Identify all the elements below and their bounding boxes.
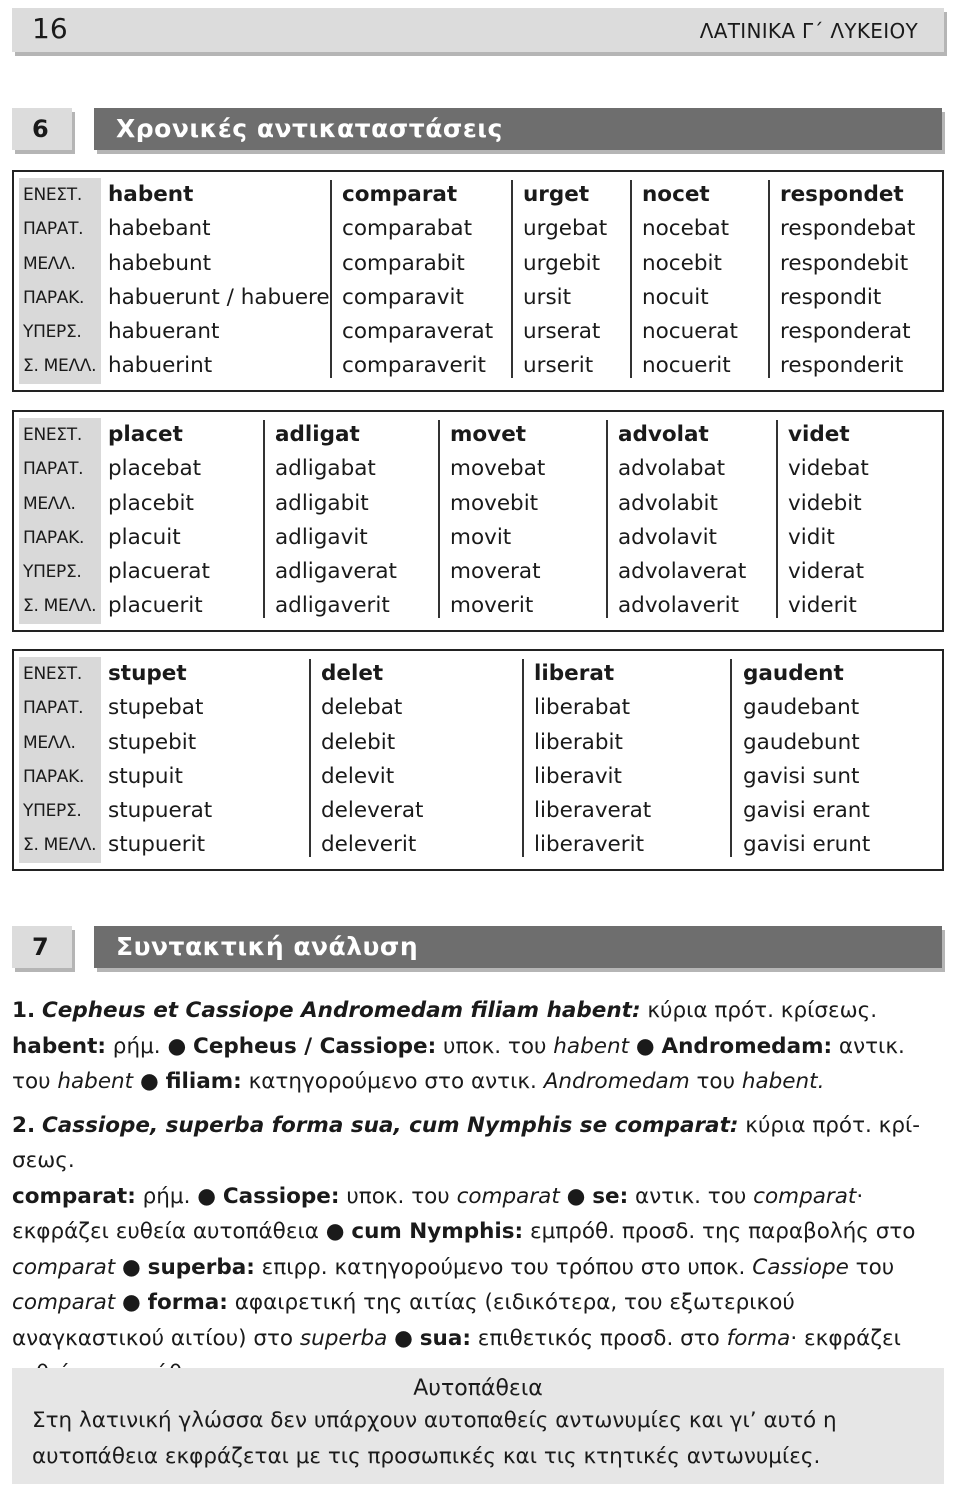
- section-6-title: Χρονικές αντικαταστάσεις: [94, 108, 942, 150]
- analysis-desc: ρήμ.: [135, 1183, 198, 1209]
- analysis-term: cum Nymphis:: [351, 1219, 524, 1244]
- verb-cell: habuerunt / habuere: [108, 284, 330, 310]
- analysis-desc: αντικ. του: [12, 1033, 905, 1094]
- verb-cell: placet: [108, 422, 183, 447]
- page-number: 16: [32, 12, 68, 45]
- verb-cell: viderat: [788, 559, 865, 585]
- tense-label: ΕΝΕΣΤ.: [23, 664, 82, 684]
- analysis-term: Andromedam:: [661, 1033, 833, 1059]
- bullet-icon: ●: [167, 1033, 187, 1059]
- verb-column: [342, 178, 493, 384]
- analysis-ref: comparat: [12, 1290, 116, 1315]
- verb-cell: nocuit: [642, 284, 709, 310]
- verb-cell: advolaverit: [618, 593, 740, 619]
- column-divider: [330, 180, 332, 378]
- note-text: Στη λατινική γλώσσα δεν υπάρχουν αυτοπαθείς αντωνυμίες και γι’ αυτό η αυτοπάθεια εκφράζεται με τις προσωπικές και τις κτητικές αντωνυμίες.: [32, 1408, 837, 1469]
- analysis-term: habent:: [12, 1033, 106, 1059]
- verb-cell: comparaverat: [342, 319, 494, 345]
- column-divider: [522, 659, 524, 857]
- conjugation-table-1: [12, 170, 944, 392]
- verb-cell: urserit: [523, 353, 594, 379]
- section-7-number: 7: [12, 926, 72, 968]
- verb-cell: liberabat: [534, 695, 631, 721]
- analysis-item-2-details: [12, 1179, 946, 1392]
- verb-cell: adligaverit: [275, 593, 390, 619]
- verb-cell: deleverit: [321, 832, 417, 858]
- analysis-ref: comparat: [753, 1183, 857, 1209]
- analysis-desc: κατηγορούμενο στο αντικ.: [241, 1069, 544, 1094]
- bullet-icon: ●: [122, 1290, 141, 1315]
- analysis-ref: habent: [553, 1033, 630, 1059]
- analysis-desc: επιρρ. κατηγορούμενο του τρόπου στο υποκ.: [254, 1254, 753, 1280]
- verb-cell: ursit: [523, 284, 572, 310]
- column-divider: [438, 420, 440, 618]
- verb-cell: gavisi erunt: [743, 832, 871, 858]
- verb-cell: habuerint: [108, 353, 213, 379]
- column-divider: [309, 659, 311, 857]
- verb-cell: liberaverat: [534, 798, 652, 824]
- verb-cell: urgebat: [523, 216, 608, 242]
- analysis-term: forma:: [147, 1290, 228, 1315]
- verb-cell: urget: [523, 182, 590, 207]
- verb-cell: placebit: [108, 490, 194, 516]
- clause-type: κύρια πρότ. κρίσεως.: [640, 998, 878, 1023]
- analysis-desc: επιθετικός προσδ. στο: [470, 1325, 727, 1351]
- verb-cell: adligaverat: [275, 559, 397, 585]
- analysis-term: Cassiope:: [222, 1183, 340, 1209]
- analysis-desc: υποκ. του: [436, 1033, 554, 1059]
- verb-cell: movet: [450, 422, 527, 447]
- column-divider: [263, 420, 265, 618]
- column-divider: [511, 180, 513, 378]
- verb-cell: liberaverit: [534, 832, 645, 858]
- analysis-term: superba:: [147, 1254, 255, 1280]
- bullet-icon: ●: [394, 1325, 413, 1351]
- bullet-icon: ●: [566, 1183, 586, 1209]
- analysis-ref: habent: [57, 1069, 134, 1094]
- verb-column: [743, 657, 870, 863]
- tense-label: ΕΝΕΣΤ.: [23, 425, 82, 445]
- section-6-number: 6: [12, 108, 72, 150]
- verb-cell: nocebat: [642, 216, 730, 242]
- verb-cell: liberat: [534, 661, 615, 686]
- verb-cell: stupebit: [108, 729, 197, 755]
- bullet-icon: ●: [122, 1254, 141, 1280]
- tense-label: ΜΕΛΛ.: [23, 253, 76, 274]
- verb-column: [275, 418, 397, 624]
- verb-cell: delet: [321, 661, 384, 686]
- analysis-desc: εμπρόθ. προσδ. της παραβολής στο: [523, 1219, 916, 1244]
- verb-cell: stupuit: [108, 763, 183, 789]
- verb-cell: gavisi erant: [743, 798, 870, 824]
- verb-column: [534, 657, 651, 863]
- analysis-desc: αφαιρετική της αιτίας (ειδικότερα, του εξωτερικού αναγκαστικού αιτίου) στο: [12, 1290, 795, 1351]
- verb-cell: habuerant: [108, 319, 220, 345]
- analysis-desc: αντικ. του: [628, 1183, 754, 1209]
- verb-cell: stupet: [108, 661, 187, 686]
- verb-cell: stupebat: [108, 695, 204, 721]
- verb-cell: videbat: [788, 456, 869, 482]
- column-divider: [768, 180, 770, 378]
- verb-cell: habent: [108, 182, 194, 207]
- verb-cell: respondebit: [780, 250, 909, 276]
- verb-cell: gavisi sunt: [743, 763, 860, 789]
- verb-column: [450, 418, 545, 624]
- tense-label: Σ. ΜΕΛΛ.: [23, 835, 97, 856]
- verb-cell: responderit: [780, 353, 904, 379]
- verb-cell: placuerit: [108, 593, 203, 619]
- tense-label: ΠΑΡΑΤ.: [23, 219, 84, 240]
- bullet-icon: ●: [139, 1069, 159, 1094]
- analysis-ref: Andromedam: [543, 1069, 690, 1094]
- analysis-ref: comparat: [12, 1254, 116, 1280]
- verb-cell: videbit: [788, 490, 862, 516]
- verb-cell: advolabit: [618, 490, 718, 516]
- verb-cell: comparaverit: [342, 353, 486, 379]
- verb-cell: comparabit: [342, 250, 465, 276]
- bullet-icon: ●: [635, 1033, 655, 1059]
- verb-cell: placuit: [108, 524, 181, 550]
- verb-cell: adligavit: [275, 524, 368, 550]
- latin-sentence: Cassiope, superba forma sua, cum Nymphis se comparat:: [41, 1112, 739, 1138]
- verb-cell: moverat: [450, 559, 541, 585]
- tense-label: ΠΑΡΑΚ.: [23, 287, 85, 308]
- tense-label: ΥΠΕΡΣ.: [23, 801, 82, 822]
- column-divider: [606, 420, 608, 618]
- tense-label: ΠΑΡΑΤ.: [23, 459, 84, 480]
- verb-cell: responderat: [780, 319, 911, 345]
- analysis-desc: του: [848, 1254, 895, 1280]
- verb-column: [788, 418, 869, 624]
- verb-cell: comparavit: [342, 284, 464, 310]
- verb-cell: urgebit: [523, 250, 601, 276]
- tense-label: ΠΑΡΑΚ.: [23, 527, 85, 548]
- tense-label: ΥΠΕΡΣ.: [23, 562, 82, 583]
- verb-column: [642, 178, 738, 384]
- verb-cell: stupuerit: [108, 832, 206, 858]
- item-number: 1.: [12, 998, 36, 1023]
- verb-cell: comparabat: [342, 216, 473, 242]
- analysis-term: Cepheus / Cassiope:: [193, 1033, 437, 1059]
- tense-label: ΜΕΛΛ.: [23, 732, 76, 753]
- analysis-desc: υποκ. του: [339, 1183, 457, 1209]
- tense-label: ΜΕΛΛ.: [23, 493, 76, 514]
- verb-cell: respondit: [780, 284, 882, 310]
- verb-cell: delebit: [321, 729, 396, 755]
- analysis-desc: · εκφράζει: [790, 1325, 901, 1351]
- verb-cell: urserat: [523, 319, 601, 345]
- conjugation-table-2: [12, 410, 944, 632]
- verb-column: [108, 657, 212, 863]
- column-divider: [776, 420, 778, 618]
- verb-cell: delebat: [321, 695, 403, 721]
- page-header: [12, 8, 944, 52]
- analysis-item-2: [12, 1108, 946, 1179]
- verb-cell: viderit: [788, 593, 857, 619]
- verb-cell: deleverat: [321, 798, 424, 824]
- verb-cell: respondet: [780, 182, 904, 207]
- verb-cell: adligat: [275, 422, 360, 447]
- item-number: 2.: [12, 1112, 36, 1138]
- verb-cell: gaudebant: [743, 695, 860, 721]
- verb-cell: vidit: [788, 524, 835, 550]
- verb-cell: advolavit: [618, 524, 717, 550]
- verb-cell: nocebit: [642, 250, 722, 276]
- analysis-desc: · εκφράζει ευθεία αυτοπάθεια: [12, 1183, 864, 1244]
- tense-label: ΠΑΡΑΤ.: [23, 698, 84, 719]
- verb-cell: advolabat: [618, 456, 726, 482]
- tense-label: ΥΠΕΡΣ.: [23, 322, 82, 343]
- verb-cell: adligabat: [275, 456, 376, 482]
- note-box: [12, 1368, 944, 1484]
- verb-cell: nocuerat: [642, 319, 738, 345]
- analysis-term: filiam:: [165, 1069, 242, 1094]
- tense-label: ΕΝΕΣΤ.: [23, 185, 82, 205]
- tense-labels: [19, 178, 101, 384]
- verb-cell: respondebat: [780, 216, 916, 242]
- section-7-title: Συντακτική ανάλυση: [94, 926, 942, 968]
- verb-cell: advolaverat: [618, 559, 747, 585]
- analysis-term: se:: [592, 1183, 629, 1209]
- analysis-ref: Cassiope: [752, 1254, 849, 1280]
- verb-cell: comparat: [342, 182, 458, 207]
- analysis-ref: habent.: [741, 1069, 825, 1094]
- verb-column: [780, 178, 915, 384]
- analysis-ref: comparat: [456, 1183, 560, 1209]
- verb-column: [523, 178, 607, 384]
- note-title: Αυτοπάθεια: [413, 1376, 543, 1401]
- clause-type: κύρια πρότ. κρί-σεως.: [12, 1112, 921, 1173]
- analysis-ref: superba: [299, 1325, 388, 1351]
- bullet-icon: ●: [197, 1183, 217, 1209]
- column-divider: [630, 180, 632, 378]
- analysis-ref: forma: [726, 1325, 791, 1351]
- verb-cell: movit: [450, 524, 512, 550]
- verb-cell: placuerat: [108, 559, 210, 585]
- verb-cell: movebat: [450, 456, 546, 482]
- tense-label: ΠΑΡΑΚ.: [23, 766, 85, 787]
- verb-cell: stupuerat: [108, 798, 213, 824]
- verb-column: [108, 418, 210, 624]
- verb-cell: delevit: [321, 763, 395, 789]
- verb-cell: placebat: [108, 456, 202, 482]
- verb-column: [618, 418, 746, 624]
- analysis-desc: ρήμ.: [105, 1033, 168, 1059]
- verb-cell: liberavit: [534, 763, 622, 789]
- tense-label: Σ. ΜΕΛΛ.: [23, 356, 97, 377]
- analysis-term: sua:: [419, 1325, 471, 1351]
- conjugation-table-3: [12, 649, 944, 871]
- verb-cell: gaudent: [743, 661, 844, 686]
- verb-cell: liberabit: [534, 729, 623, 755]
- verb-column: [108, 178, 330, 384]
- verb-cell: gaudebunt: [743, 729, 860, 755]
- verb-cell: videt: [788, 422, 850, 447]
- verb-column: [321, 657, 423, 863]
- analysis-term: comparat:: [12, 1183, 136, 1209]
- verb-cell: advolat: [618, 422, 709, 447]
- tense-labels: [19, 657, 101, 863]
- verb-cell: moverit: [450, 593, 534, 619]
- bullet-icon: ●: [325, 1219, 345, 1244]
- verb-cell: nocuerit: [642, 353, 731, 379]
- verb-cell: adligabit: [275, 490, 369, 516]
- analysis-desc: του: [689, 1069, 742, 1094]
- column-divider: [730, 659, 732, 857]
- analysis-item-1: [12, 993, 946, 1100]
- latin-sentence: Cepheus et Cassiope Andromedam filiam habent:: [41, 998, 641, 1023]
- tense-label: Σ. ΜΕΛΛ.: [23, 596, 97, 617]
- syntax-analysis: [12, 993, 946, 1392]
- tense-labels: [19, 418, 101, 624]
- verb-cell: habebunt: [108, 250, 212, 276]
- book-title: ΛΑΤΙΝΙΚΑ Γ΄ ΛΥΚΕΙΟΥ: [699, 19, 918, 43]
- verb-cell: movebit: [450, 490, 539, 516]
- verb-cell: habebant: [108, 216, 211, 242]
- verb-cell: nocet: [642, 182, 710, 207]
